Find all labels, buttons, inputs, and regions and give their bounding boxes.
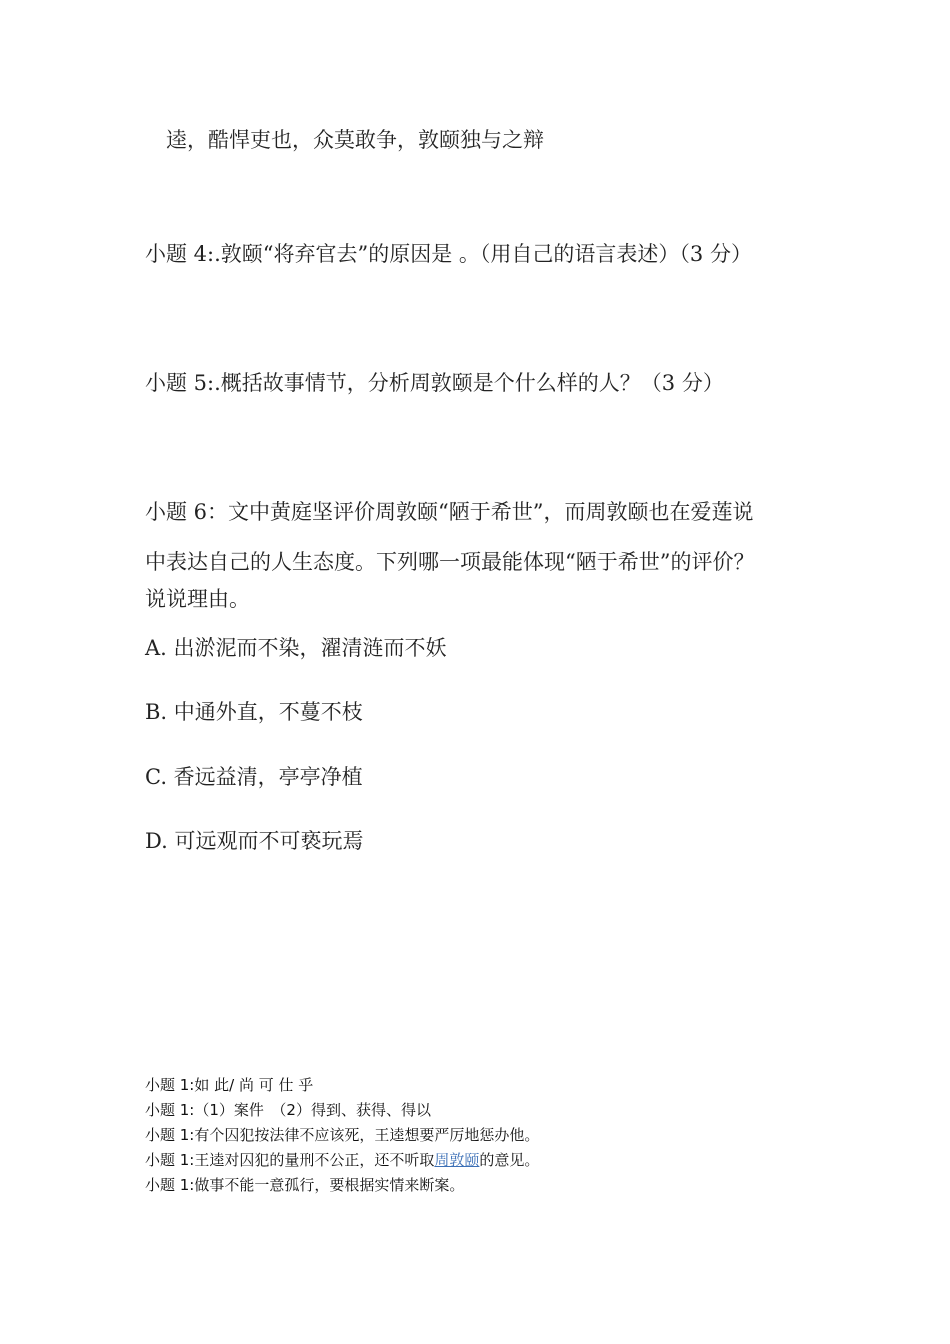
answer-line: 小题 1:如 此/ 尚 可 仕 乎 bbox=[145, 1076, 314, 1094]
question-5: 小题 5:.概括故事情节，分析周敦颐是个什么样的人？（3 分） bbox=[145, 371, 724, 395]
question-6-line-1: 小题 6：文中黄庭坚评价周敦颐“陋于希世”，而周敦颐也在爱莲说 bbox=[145, 500, 754, 524]
answer-line: 小题 1:（1）案件 （2）得到、获得、得以 bbox=[145, 1101, 431, 1119]
question-6-line-3: 说说理由。 bbox=[145, 587, 250, 611]
answer-line: 小题 1:做事不能一意孤行，要根据实情来断案。 bbox=[145, 1176, 465, 1194]
question-6-line-2: 中表达自己的人生态度。下列哪一项最能体现“陋于希世”的评价？ bbox=[145, 550, 755, 574]
answer-line bbox=[145, 1149, 539, 1170]
answer-text: 的意见。 bbox=[479, 1151, 540, 1169]
option-c: C. 香远益清，亭亭净植 bbox=[145, 765, 363, 789]
option-a: A. 出淤泥而不染，濯清涟而不妖 bbox=[145, 636, 447, 660]
answer-line: 小题 1:有个囚犯按法律不应该死，王逵想要严厉地惩办他。 bbox=[145, 1126, 540, 1144]
answer-text: 小题 1:王逵对囚犯的量刑不公正，还不听取 bbox=[145, 1151, 435, 1169]
option-d: D. 可远观而不可亵玩焉 bbox=[145, 829, 364, 853]
passage-line: 逵，酷悍吏也，众莫敢争，敦颐独与之辩 bbox=[166, 128, 544, 152]
zhou-dunyi-link[interactable]: 周敦颐 bbox=[434, 1151, 480, 1169]
option-b: B. 中通外直，不蔓不枝 bbox=[145, 700, 363, 724]
question-4: 小题 4:.敦颐“将弃官去”的原因是 。（用自己的语言表述）（3 分） bbox=[145, 242, 752, 266]
